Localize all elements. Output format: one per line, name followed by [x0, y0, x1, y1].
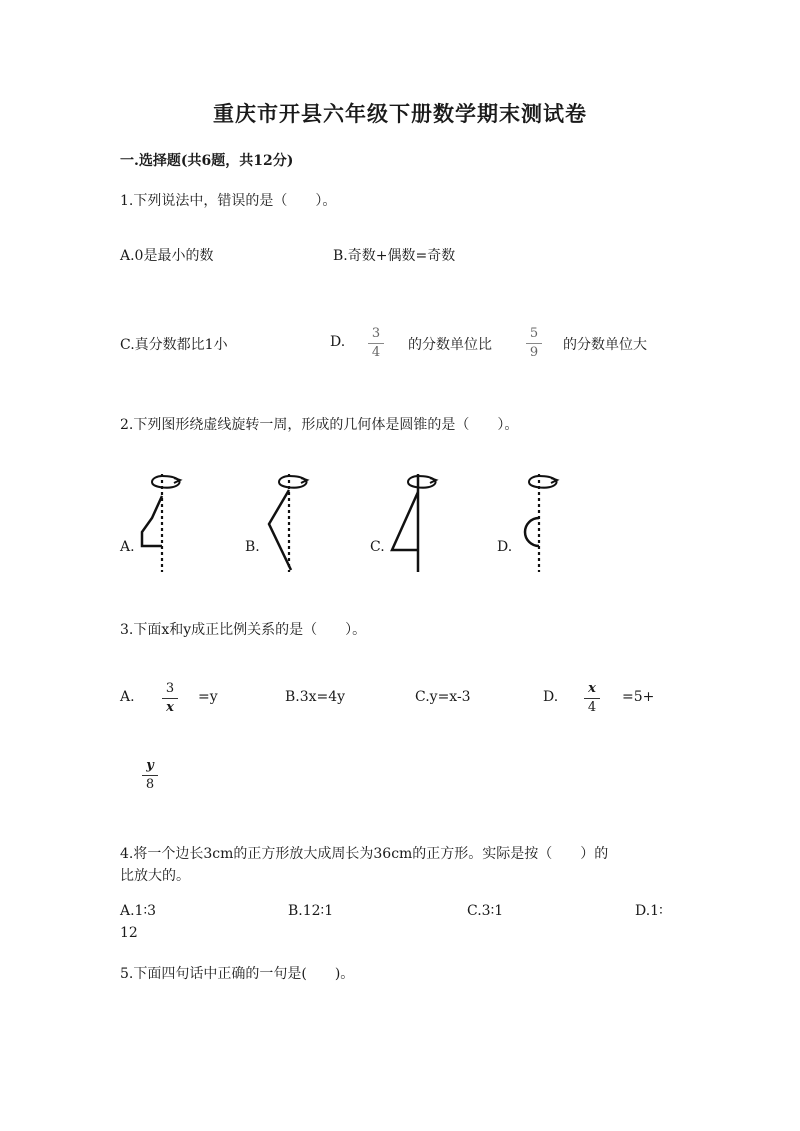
- figure-a-trapezoid-rotation: [138, 470, 188, 575]
- question-1-option-d-middle: 的分数单位比: [408, 337, 492, 353]
- fraction-bar: [368, 343, 384, 344]
- fraction-bar: [584, 698, 600, 699]
- question-3-option-a-label: A.: [120, 689, 135, 705]
- fraction-denominator: x: [166, 700, 174, 715]
- fraction-bar: [162, 698, 178, 699]
- question-1-option-b: B.奇数+偶数=奇数: [333, 248, 456, 264]
- question-1-fraction-1: [366, 326, 386, 361]
- question-4-stem-line-2: 比放大的。: [120, 868, 190, 884]
- fraction-numerator: 3: [165, 681, 175, 696]
- question-3-stem: 3.下面x和y成正比例关系的是（ ）。: [120, 622, 367, 638]
- question-4-option-d-continued: 12: [120, 925, 138, 941]
- question-2-option-c: C.: [370, 539, 385, 555]
- question-4-option-d: D.1∶: [635, 903, 663, 919]
- question-1-option-d-label: D.: [330, 334, 346, 350]
- fraction-numerator: x: [588, 681, 596, 696]
- question-1-stem: 1.下列说法中，错误的是（ ）。: [120, 193, 337, 209]
- question-2-option-b: B.: [245, 539, 260, 555]
- question-3-fraction-d: [582, 681, 602, 716]
- question-5-stem: 5.下面四句话中正确的一句是( )。: [120, 966, 355, 982]
- fraction-numerator: 3: [371, 326, 381, 341]
- question-4-option-a: A.1∶3: [120, 903, 157, 919]
- question-1-fraction-2: [524, 326, 544, 361]
- fraction-denominator: 4: [587, 700, 597, 715]
- question-3-option-c: C.y=x-3: [415, 689, 471, 705]
- section-heading: 一.选择题(共6题，共12分): [120, 153, 294, 169]
- question-3-fraction-a: [160, 681, 180, 716]
- figure-c-right-triangle-rotation: [388, 470, 438, 575]
- question-2-stem: 2.下列图形绕虚线旋转一周，形成的几何体是圆锥的是（ ）。: [120, 417, 519, 433]
- question-1-option-d-end: 的分数单位大: [563, 337, 647, 353]
- question-1-option-c: C.真分数都比1小: [120, 337, 228, 353]
- question-1-option-a: A.0是最小的数: [120, 248, 214, 264]
- question-3-option-b: B.3x=4y: [285, 689, 346, 705]
- fraction-denominator: 8: [145, 777, 155, 792]
- fraction-bar: [526, 343, 542, 344]
- question-3-option-d-end: =5+: [622, 689, 655, 705]
- question-2-option-a: A.: [120, 539, 135, 555]
- figure-b-triangle-rotation: [263, 470, 313, 575]
- page-title: 重庆市开县六年级下册数学期末测试卷: [213, 101, 587, 126]
- question-4-option-c: C.3∶1: [467, 903, 504, 919]
- question-4-option-b: B.12∶1: [288, 903, 334, 919]
- question-2-option-d: D.: [497, 539, 513, 555]
- question-3-option-a-end: =y: [198, 689, 218, 705]
- question-3-option-d-label: D.: [543, 689, 559, 705]
- fraction-denominator: 9: [529, 345, 539, 360]
- question-3-fraction-d2: [140, 758, 160, 793]
- fraction-numerator: y: [146, 758, 154, 773]
- fraction-bar: [142, 775, 158, 776]
- question-4-stem-line-1: 4.将一个边长3cm的正方形放大成周长为36cm的正方形。实际是按（ ）的: [120, 846, 609, 862]
- figure-d-semicircle-rotation: [515, 470, 565, 575]
- fraction-denominator: 4: [371, 345, 381, 360]
- fraction-numerator: 5: [529, 326, 539, 341]
